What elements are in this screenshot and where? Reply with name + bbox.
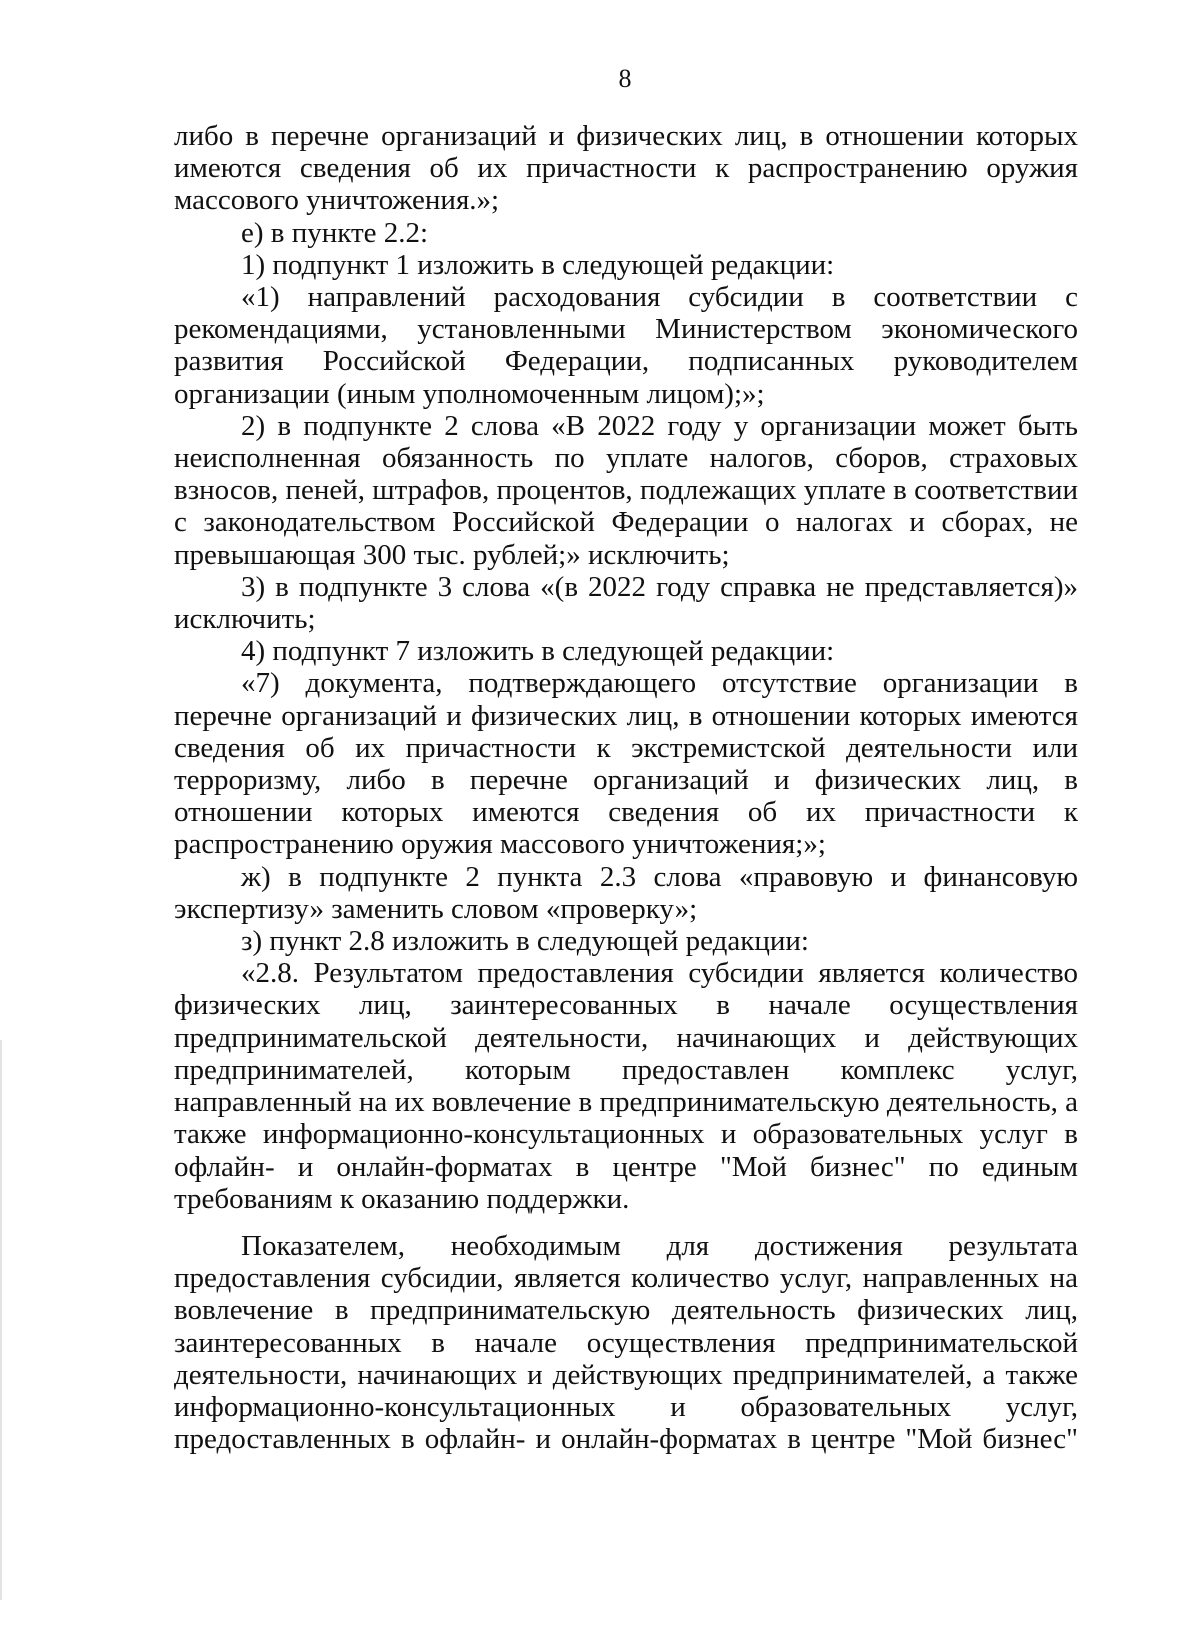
paragraph-subitem-4: 4) подпункт 7 изложить в следующей редакции: <box>241 635 835 668</box>
document-body <box>174 120 1078 1455</box>
page-number: 8 <box>618 64 632 93</box>
paragraph-item-z: з) пункт 2.8 изложить в следующей редакции: <box>241 925 809 958</box>
scan-edge-shadow <box>0 1040 2 1600</box>
paragraph-item-zh: ж) в подпункте 2 пункта 2.3 слова «правовую и финансовую экспертизу» заменить словом «проверку»; <box>174 860 1078 925</box>
paragraph-quote-7: «7) документа, подтверждающего отсутствие организации в перечне организаций и физических лиц, в отношении которых имеются сведения об их причастности к экстремистской деятельности или терроризму, либо в перечне организаций и физических лиц, в отношении которых имеются сведения об их причастности к распространению оружия массового уничтожения;»; <box>174 667 1078 861</box>
paragraph-quote-2-8: «2.8. Результатом предоставления субсидии является количество физических лиц, заинтересованных в начале осуществления предпринимательской деятельности, начинающих и действующих предпринимателей, которым предоставлен комплекс услуг, направленный на их вовлечение в предпринимательскую деятельность, а также информационно-консультационных и образовательных услуг в офлайн- и онлайн-форматах в центре "Мой бизнес" по единым требованиям к оказанию поддержки. <box>174 957 1078 1215</box>
paragraph-quote-1: «1) направлений расходования субсидии в соответствии с рекомендациями, установленными Министерством экономического развития Российской Федерации, подписанных руководителем организации (иным уполномоченным лицом);»; <box>174 281 1078 410</box>
paragraph-subitem-3: 3) в подпункте 3 слова «(в 2022 году справка не представляется)» исключить; <box>174 570 1078 636</box>
paragraph-item-e: е) в пункте 2.2: <box>241 216 429 249</box>
paragraph-subitem-1: 1) подпункт 1 изложить в следующей редакции: <box>241 248 835 281</box>
paragraph-indicator: Показателем, необходимым для достижения результата предоставления субсидии, является количество услуг, направленных на вовлечение в предпринимательскую деятельность физических лиц, заинтересованных в начале осуществления предпринимательской деятельности, начинающих и действующих предпринимателей, а также информационно-консультационных и образовательных услуг, предоставленных в офлайн- и онлайн-форматах в центре "Мой бизнес" <box>174 1229 1078 1456</box>
paragraph-continuation: либо в перечне организаций и физических лиц, в отношении которых имеются сведения об их причастности к распространению оружия массового уничтожения.»; <box>174 120 1078 217</box>
paragraph-subitem-2: 2) в подпункте 2 слова «В 2022 году у организации может быть неисполненная обязанность по уплате налогов, сборов, страховых взносов, пеней, штрафов, процентов, подлежащих уплате в соответствии с законодательством Российской Федерации о налогах и сборах, не превышающая 300 тыс. рублей;» исключить; <box>174 409 1078 571</box>
